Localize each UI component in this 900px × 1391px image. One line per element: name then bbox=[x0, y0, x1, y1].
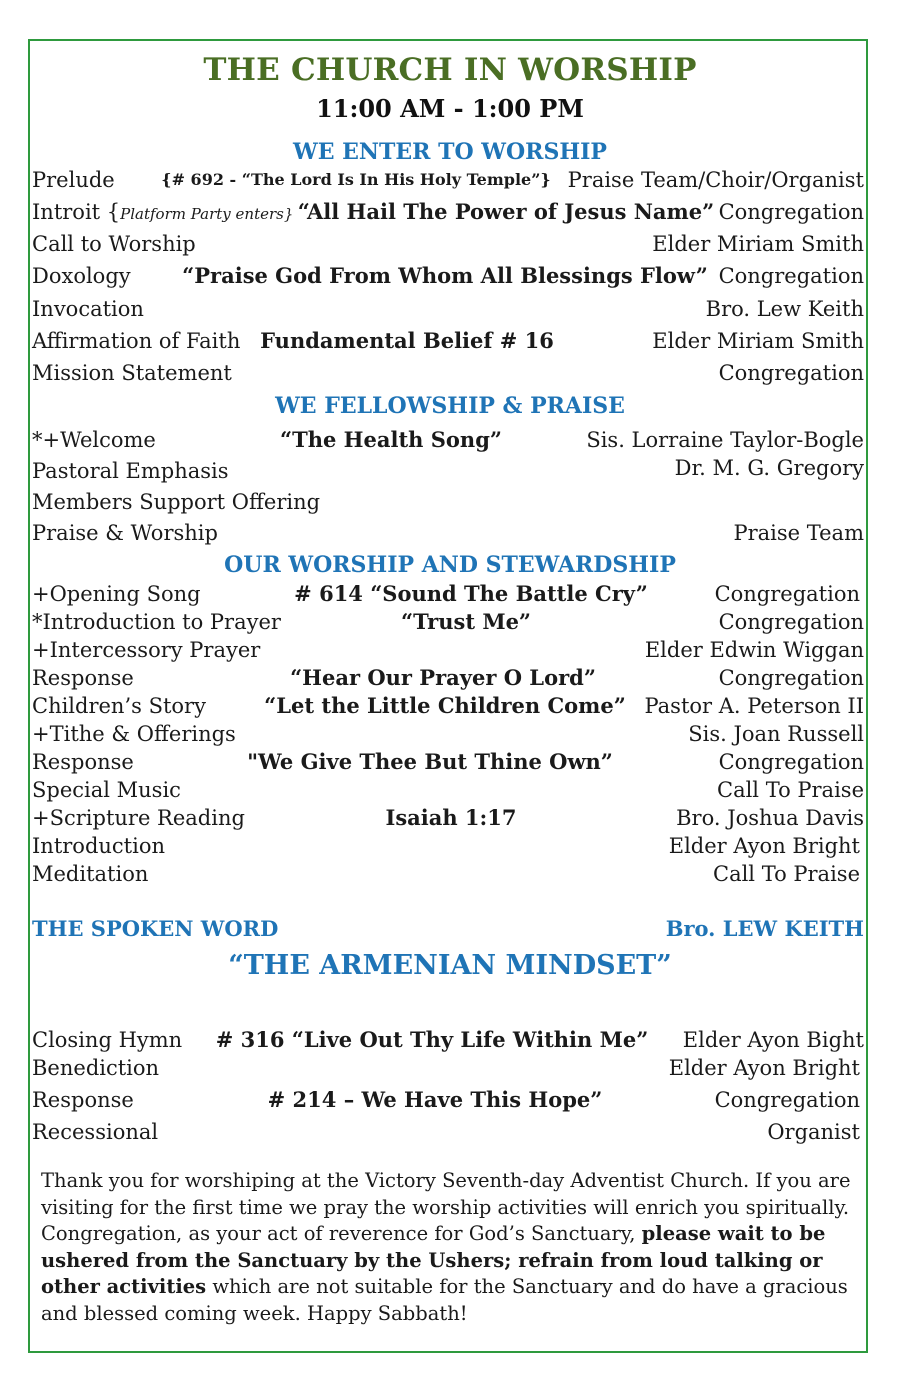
program-row bbox=[32, 635, 864, 665]
row-item: Special Music bbox=[32, 778, 181, 802]
row-person: Sis. Lorraine Taylor-Bogle bbox=[586, 428, 864, 452]
row-item: +Tithe & Offerings bbox=[32, 722, 236, 746]
program-row bbox=[32, 518, 864, 548]
service-time: 11:00 AM - 1:00 PM bbox=[316, 94, 584, 123]
program-row bbox=[32, 579, 864, 609]
row-item-label: Introit { bbox=[32, 200, 121, 224]
row-title: "We Give Thee But Thine Own” bbox=[247, 749, 613, 774]
program-row bbox=[32, 775, 864, 805]
row-item: Response bbox=[32, 666, 134, 690]
closing-message-emphasis: please wait to be ushered from the Sanctuary by the Ushers; refrain from loud talking or other activities bbox=[41, 1222, 826, 1299]
row-title: “Hear Our Prayer O Lord” bbox=[290, 665, 596, 690]
section-heading-fellowship: WE FELLOWSHIP & PRAISE bbox=[275, 393, 625, 419]
row-person: Elder Edwin Wiggan bbox=[644, 638, 864, 662]
program-row bbox=[32, 691, 864, 721]
row-title: “Let the Little Children Come” bbox=[264, 693, 626, 718]
row-note: Platform Party enters} bbox=[120, 205, 294, 223]
row-item: +Opening Song bbox=[32, 582, 201, 606]
row-person: Organist bbox=[767, 1120, 860, 1144]
program-row bbox=[32, 719, 864, 749]
row-person: Elder Ayon Bight bbox=[682, 1028, 864, 1052]
row-item: *Introduction to Prayer bbox=[32, 610, 281, 634]
row-person: Congregation bbox=[718, 750, 864, 774]
row-person: Congregation bbox=[718, 200, 864, 224]
row-person: Elder Miriam Smith bbox=[652, 232, 864, 256]
row-item: +Scripture Reading bbox=[32, 806, 245, 830]
row-title: “The Health Song” bbox=[280, 427, 502, 452]
row-item: Response bbox=[32, 1088, 134, 1112]
row-title: # 214 – We Have This Hope” bbox=[267, 1087, 603, 1112]
program-row bbox=[32, 165, 864, 195]
row-person: Pastor A. Peterson II bbox=[644, 694, 864, 718]
row-item: Members Support Offering bbox=[32, 490, 321, 514]
row-item: Introduction bbox=[32, 834, 165, 858]
program-row bbox=[32, 456, 864, 486]
program-row bbox=[32, 487, 864, 517]
closing-message-text: Thank you for worshiping at the Victory Seventh-day Adventist Church. If you are visiting for the first time we pray the worship activities will enrich you spiritually. Congregation, as your act of reverence for God’s Sanctuary, bbox=[41, 1169, 851, 1246]
row-item: Children’s Story bbox=[32, 694, 206, 718]
row-person: Sis. Joan Russell bbox=[688, 722, 864, 746]
speaker-name: Bro. LEW KEITH bbox=[665, 916, 864, 941]
row-person: Praise Team bbox=[733, 521, 864, 545]
row-item: Recessional bbox=[32, 1120, 159, 1144]
program-row bbox=[32, 607, 864, 637]
row-item: Closing Hymn bbox=[32, 1028, 183, 1052]
program-row bbox=[32, 1085, 864, 1115]
closing-message-text-end: which are not suitable for the Sanctuary and do have a gracious and blessed coming week. Happy Sabbath! bbox=[41, 1275, 848, 1325]
row-item bbox=[32, 197, 293, 229]
row-person: Call To Praise bbox=[717, 778, 864, 802]
row-title: “Praise God From Whom All Blessings Flow” bbox=[182, 263, 708, 288]
program-row bbox=[32, 803, 864, 833]
program-row bbox=[32, 261, 864, 291]
program-row bbox=[32, 326, 864, 356]
section-heading-stewardship: OUR WORSHIP AND STEWARDSHIP bbox=[224, 552, 676, 578]
program-row bbox=[32, 197, 864, 227]
row-item: Doxology bbox=[32, 264, 131, 288]
row-person: Bro. Joshua Davis bbox=[676, 806, 864, 830]
row-person: Praise Team/Choir/Organist bbox=[567, 168, 864, 192]
row-person: Congregation bbox=[718, 361, 864, 385]
program-row bbox=[32, 859, 864, 889]
program-row bbox=[32, 358, 864, 388]
row-item: Prelude bbox=[32, 168, 115, 192]
sermon-title: “THE ARMENIAN MINDSET” bbox=[228, 950, 672, 981]
row-item: Call to Worship bbox=[32, 232, 196, 256]
program-row bbox=[32, 1053, 864, 1083]
row-title: Fundamental Belief # 16 bbox=[260, 328, 554, 353]
row-title: “Trust Me” bbox=[400, 609, 532, 634]
row-item: Invocation bbox=[32, 297, 144, 321]
row-person: Dr. M. G. Gregory bbox=[674, 456, 864, 480]
program-row bbox=[32, 663, 864, 693]
row-item: Praise & Worship bbox=[32, 521, 218, 545]
closing-message bbox=[41, 1168, 851, 1328]
program-row bbox=[32, 229, 864, 259]
row-person: Congregation bbox=[718, 666, 864, 690]
row-person: Congregation bbox=[718, 610, 864, 634]
row-person: Congregation bbox=[714, 1088, 860, 1112]
program-row bbox=[32, 747, 864, 777]
row-person: Call To Praise bbox=[713, 862, 860, 886]
program-row bbox=[32, 831, 864, 861]
row-person: Congregation bbox=[718, 264, 864, 288]
spoken-word-label: THE SPOKEN WORD bbox=[32, 916, 279, 941]
row-item: Meditation bbox=[32, 862, 149, 886]
row-item: *+Welcome bbox=[32, 428, 156, 452]
row-item: Mission Statement bbox=[32, 361, 232, 385]
row-title: “All Hail The Power of Jesus Name” bbox=[297, 199, 715, 224]
row-title: # 614 “Sound The Battle Cry” bbox=[294, 581, 648, 606]
row-person: Elder Ayon Bright bbox=[668, 1056, 860, 1080]
row-item: Response bbox=[32, 750, 134, 774]
row-person: Elder Ayon Bright bbox=[668, 834, 860, 858]
row-title: Isaiah 1:17 bbox=[385, 805, 517, 830]
row-item: Pastoral Emphasis bbox=[32, 459, 229, 483]
row-person: Elder Miriam Smith bbox=[652, 329, 864, 353]
program-row bbox=[32, 1025, 864, 1055]
page-title: THE CHURCH IN WORSHIP bbox=[203, 52, 697, 88]
row-item: Benediction bbox=[32, 1056, 160, 1080]
program-row bbox=[32, 1117, 864, 1147]
row-item: Affirmation of Faith bbox=[32, 329, 241, 353]
row-item: +Intercessory Prayer bbox=[32, 638, 261, 662]
row-person: Congregation bbox=[714, 582, 860, 606]
row-title: # 316 “Live Out Thy Life Within Me” bbox=[215, 1027, 649, 1052]
section-heading-enter: WE ENTER TO WORSHIP bbox=[293, 139, 607, 165]
row-title: {# 692 - “The Lord Is In His Holy Temple”} bbox=[161, 170, 551, 189]
program-row bbox=[32, 294, 864, 324]
row-person: Bro. Lew Keith bbox=[705, 297, 864, 321]
program-row bbox=[32, 425, 864, 455]
